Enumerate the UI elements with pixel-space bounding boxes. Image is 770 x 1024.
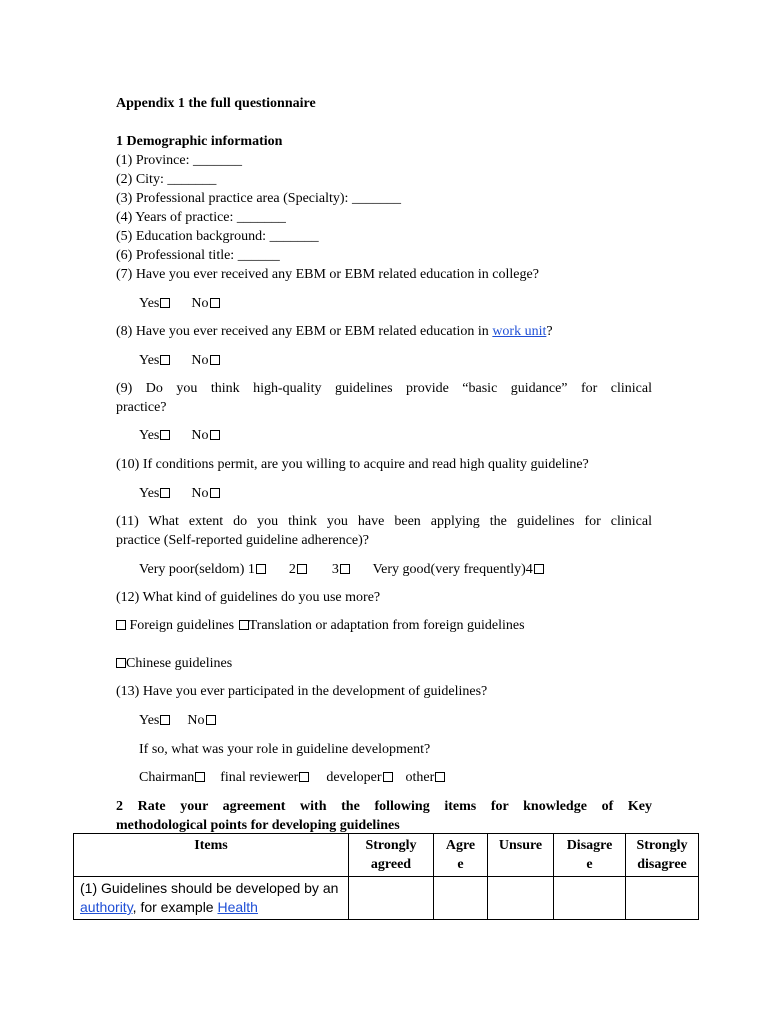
q13-roles: [139, 769, 445, 787]
q13-yes-checkbox[interactable]: [160, 715, 170, 725]
no-label: No: [187, 713, 205, 728]
header-strongly-agreed-l2: agreed: [370, 857, 412, 872]
question-8: [116, 323, 553, 341]
q8-text: (8) Have you ever received any EBM or EBM related education in: [116, 324, 493, 339]
role-developer-checkbox[interactable]: [383, 772, 393, 782]
role-final-reviewer-checkbox[interactable]: [299, 772, 309, 782]
foreign-guidelines-checkbox[interactable]: [116, 620, 126, 630]
scale-3-checkbox[interactable]: [340, 564, 350, 574]
scale-3-label: 3: [331, 562, 339, 577]
yes-label: Yes: [139, 296, 160, 311]
scale-1-checkbox[interactable]: [256, 564, 266, 574]
yes-label: Yes: [139, 713, 160, 728]
field-province: (1) Province: _______: [116, 153, 242, 168]
chinese-guidelines-checkbox[interactable]: [116, 658, 126, 668]
q11-scale: [139, 561, 544, 579]
section1-heading: 1 Demographic information: [116, 134, 283, 149]
field-years: (4) Years of practice: _______: [116, 210, 286, 225]
q8-options: [139, 352, 220, 370]
no-label: No: [191, 296, 209, 311]
header-items: Items: [74, 834, 349, 877]
header-strongly-agreed-l1: Strongly: [365, 838, 417, 853]
table-header-row: [74, 834, 699, 877]
header-agree-l1: Agre: [445, 838, 476, 853]
row1-strongly-agreed-cell[interactable]: [349, 877, 434, 920]
q13-options: [139, 712, 216, 730]
q9-yes-checkbox[interactable]: [160, 430, 170, 440]
yes-label: Yes: [139, 486, 160, 501]
health-link[interactable]: Health: [217, 899, 258, 915]
header-disagree-l2: e: [586, 857, 593, 872]
work-unit-link[interactable]: work unit: [492, 324, 547, 339]
q7-no-checkbox[interactable]: [210, 298, 220, 308]
yes-label: Yes: [139, 353, 160, 368]
no-label: No: [191, 486, 209, 501]
header-strongly-disagree-l1: Strongly: [636, 838, 688, 853]
header-agree-l2: e: [457, 857, 464, 872]
q8-suffix: ?: [546, 324, 553, 339]
q12-options-row1: [116, 617, 525, 635]
row1-strongly-disagree-cell[interactable]: [626, 877, 699, 920]
q8-yes-checkbox[interactable]: [160, 355, 170, 365]
role-developer-label: developer: [326, 770, 382, 785]
q10-options: [139, 485, 220, 503]
q9-no-checkbox[interactable]: [210, 430, 220, 440]
table-row: [74, 877, 699, 920]
header-agree: [434, 834, 488, 877]
q9-options: [139, 427, 220, 445]
question-13: (13) Have you ever participated in the development of guidelines?: [116, 684, 488, 699]
field-education: (5) Education background: _______: [116, 229, 319, 244]
q10-yes-checkbox[interactable]: [160, 488, 170, 498]
rating-table: [73, 833, 699, 920]
row1-item-text: [74, 877, 349, 920]
row1-mid: , for example: [132, 899, 218, 915]
header-strongly-disagree: [626, 834, 699, 877]
field-specialty: (3) Professional practice area (Specialty): _______: [116, 191, 401, 206]
question-12: (12) What kind of guidelines do you use more?: [116, 590, 381, 605]
role-chairman-label: Chairman: [139, 770, 195, 785]
question-11-line2: practice (Self-reported guideline adherence)?: [116, 533, 370, 548]
header-strongly-disagree-l2: disagree: [637, 857, 687, 872]
page-title: Appendix 1 the full questionnaire: [116, 96, 316, 111]
q8-no-checkbox[interactable]: [210, 355, 220, 365]
q7-options: [139, 295, 220, 313]
section2-heading-line1: 2 Rate your agreement with the following items for knowledge of Key: [116, 799, 652, 814]
q13-followup: If so, what was your role in guideline development?: [139, 742, 431, 757]
question-9-line2: practice?: [116, 400, 167, 415]
translation-guidelines-checkbox[interactable]: [239, 620, 249, 630]
translation-guidelines-label: Translation or adaptation from foreign guidelines: [248, 618, 525, 633]
question-7: (7) Have you ever received any EBM or EBM related education in college?: [116, 267, 539, 282]
header-disagree: [554, 834, 626, 877]
question-10: (10) If conditions permit, are you willing to acquire and read high quality guideline?: [116, 457, 589, 472]
role-final-reviewer-label: final reviewer: [220, 770, 299, 785]
q12-options-row2: [116, 655, 232, 673]
field-title: (6) Professional title: ______: [116, 248, 280, 263]
scale-4-checkbox[interactable]: [534, 564, 544, 574]
row1-line1: (1) Guidelines should be developed by an: [80, 880, 339, 896]
scale-2-checkbox[interactable]: [297, 564, 307, 574]
role-other-label: other: [405, 770, 435, 785]
header-unsure: Unsure: [488, 834, 554, 877]
scale-4-label: Very good(very frequently)4: [372, 562, 533, 577]
scale-1-label: Very poor(seldom) 1: [139, 562, 255, 577]
q10-no-checkbox[interactable]: [210, 488, 220, 498]
question-11-line1: (11) What extent do you think you have been applying the guidelines for clinical: [116, 514, 652, 529]
row1-unsure-cell[interactable]: [488, 877, 554, 920]
scale-2-label: 2: [288, 562, 296, 577]
header-disagree-l1: Disagre: [566, 838, 613, 853]
field-city: (2) City: _______: [116, 172, 217, 187]
q13-no-checkbox[interactable]: [206, 715, 216, 725]
no-label: No: [191, 353, 209, 368]
section2-heading-line2: methodological points for developing guidelines: [116, 818, 400, 833]
chinese-guidelines-label: Chinese guidelines: [126, 656, 233, 671]
yes-label: Yes: [139, 428, 160, 443]
role-other-checkbox[interactable]: [435, 772, 445, 782]
no-label: No: [191, 428, 209, 443]
row1-disagree-cell[interactable]: [554, 877, 626, 920]
foreign-guidelines-label: Foreign guidelines: [126, 618, 238, 633]
question-9-line1: (9) Do you think high-quality guidelines provide “basic guidance” for clinical: [116, 381, 652, 396]
row1-agree-cell[interactable]: [434, 877, 488, 920]
role-chairman-checkbox[interactable]: [195, 772, 205, 782]
authority-link[interactable]: authority: [80, 899, 133, 915]
header-strongly-agreed: [349, 834, 434, 877]
q7-yes-checkbox[interactable]: [160, 298, 170, 308]
